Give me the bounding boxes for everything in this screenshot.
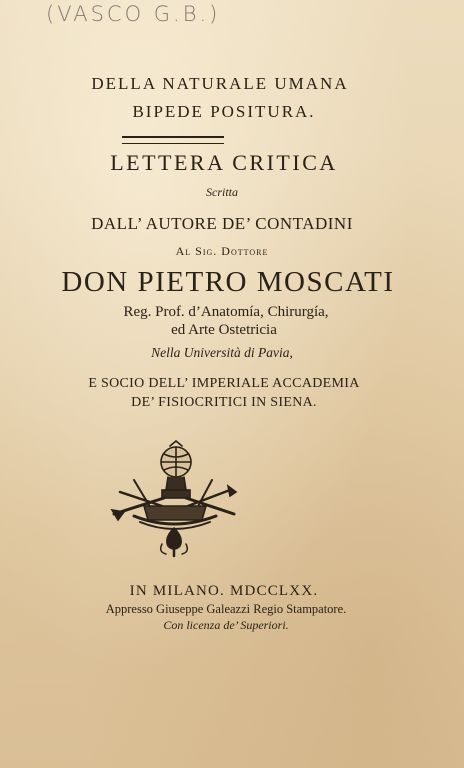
title-line-1: DELLA NATURALE UMANA bbox=[91, 74, 349, 93]
recipient-name: DON PIETRO MOSCATI bbox=[61, 266, 395, 298]
imprint-printer: Appresso Giuseppe Galeazzi Regio Stampatore. bbox=[105, 602, 347, 616]
university-line: Nella Università di Pavia, bbox=[151, 345, 293, 360]
author-line: DALL’ AUTORE DE’ CONTADINI bbox=[91, 214, 353, 233]
handwritten-annotation: (VASCO G.B.) bbox=[46, 2, 221, 26]
subtitle: LETTERA CRITICA bbox=[110, 150, 338, 175]
scritta-label: Scritta bbox=[206, 185, 238, 199]
title-line-2: BIPEDE POSITURA. bbox=[132, 102, 316, 121]
recipient-intro: Al Sig. Dottore bbox=[175, 244, 269, 258]
academy-line-1: E SOCIO DELL’ IMPERIALE ACCADEMIA bbox=[88, 376, 360, 391]
recipient-title-line-2: ed Arte Ostetricia bbox=[171, 322, 277, 338]
title-divider bbox=[122, 136, 224, 144]
printer-ornament-tools-icon bbox=[104, 440, 244, 558]
recipient-title-line-1: Reg. Prof. d’Anatomía, Chirurgía, bbox=[123, 304, 329, 320]
imprint-license: Con licenza de’ Superiori. bbox=[163, 618, 289, 632]
imprint-place-date: IN MILANO. MDCCLXX. bbox=[129, 583, 319, 599]
academy-line-2: DE’ FISIOCRITICI IN SIENA. bbox=[131, 395, 317, 410]
